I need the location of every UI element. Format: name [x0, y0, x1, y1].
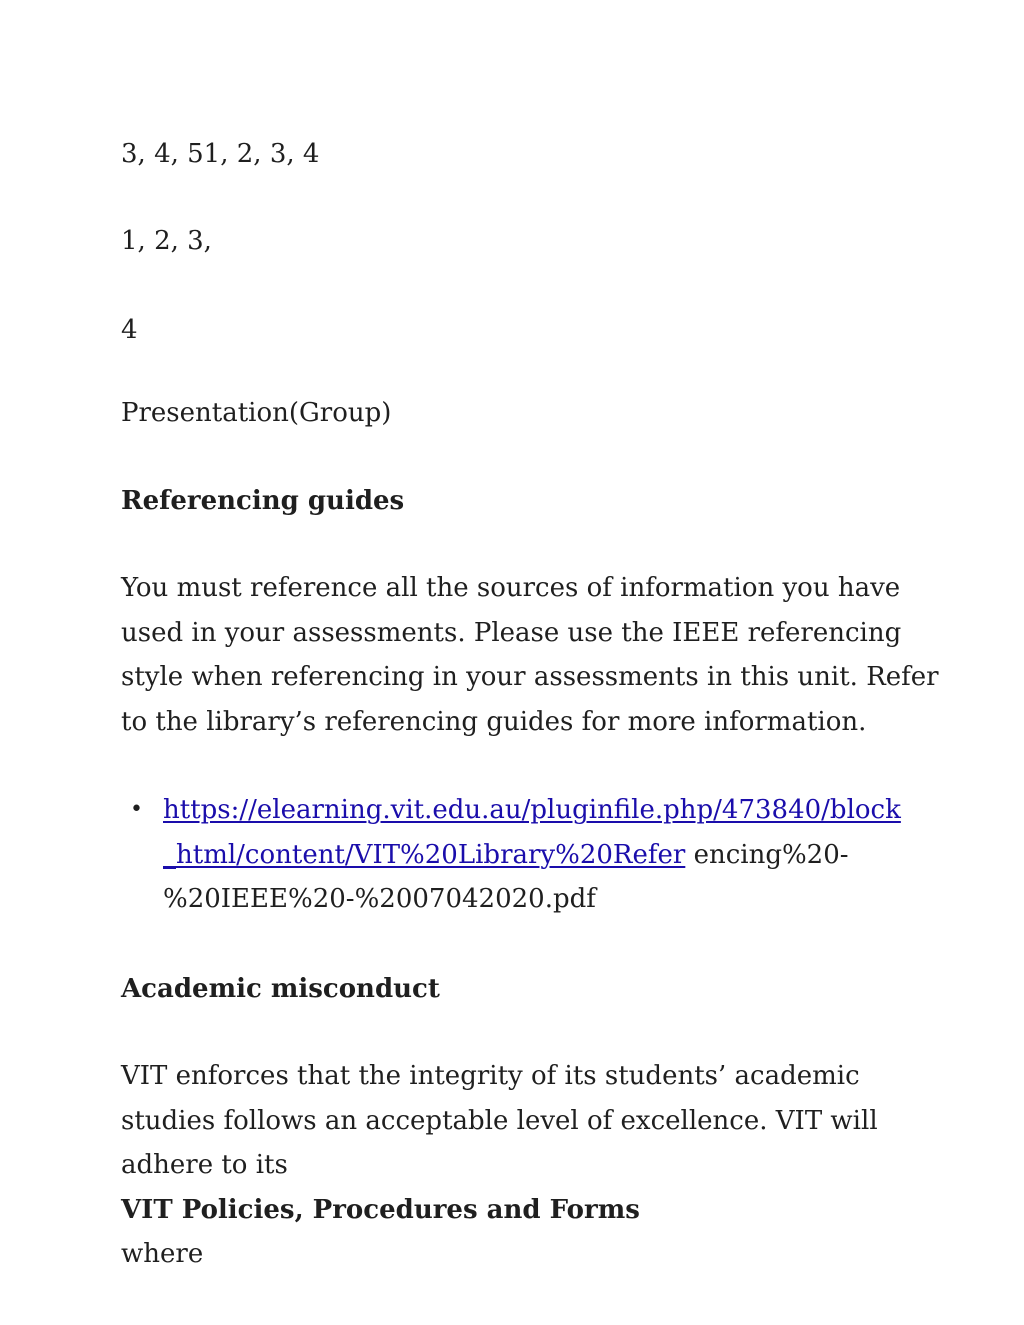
assessment-type-text: Presentation(Group) — [121, 398, 392, 428]
paragraph-text: adhere to its — [121, 1150, 288, 1180]
misconduct-paragraph — [121, 1054, 896, 1277]
learning-outcomes-text: 1, 2, 3, — [121, 226, 212, 256]
bullet-icon: • — [130, 797, 143, 822]
link-plain-text: encing%20- — [685, 839, 849, 870]
paragraph-line: to the library’s referencing guides for more information. — [121, 706, 867, 737]
link-row — [163, 788, 901, 833]
list-item — [121, 788, 901, 922]
paragraph-text: where — [121, 1239, 204, 1269]
paragraph-line: style when referencing in your assessments in this unit. Refer — [121, 662, 939, 692]
link-row — [163, 833, 901, 878]
paragraph-line — [121, 1143, 896, 1277]
policies-emphasis: VIT Policies, Procedures and Forms — [121, 1194, 640, 1225]
ieee-guide-link-continued[interactable]: _html/content/VIT%20Library%20Refer — [163, 839, 686, 870]
referencing-heading: Referencing guides — [121, 486, 405, 516]
reference-link-list — [121, 788, 901, 922]
paragraph-line: You must reference all the sources of information you have — [121, 573, 901, 603]
ieee-guide-link[interactable]: https://elearning.vit.edu.au/pluginfile.php/473840/block — [163, 795, 901, 825]
misconduct-heading: Academic misconduct — [121, 974, 440, 1004]
link-plain-text: %20IEEE%20-%2007042020.pdf — [163, 884, 596, 914]
paragraph-line: VIT enforces that the integrity of its students’ academic — [121, 1061, 860, 1091]
assessment-weeks-text: 3, 4, 51, 2, 3, 4 — [121, 139, 320, 169]
referencing-paragraph — [121, 566, 939, 744]
paragraph-line: used in your assessments. Please use the IEEE referencing — [121, 617, 902, 648]
week-number-text: 4 — [121, 315, 138, 345]
paragraph-line: studies follows an acceptable level of excellence. VIT will — [121, 1105, 878, 1136]
